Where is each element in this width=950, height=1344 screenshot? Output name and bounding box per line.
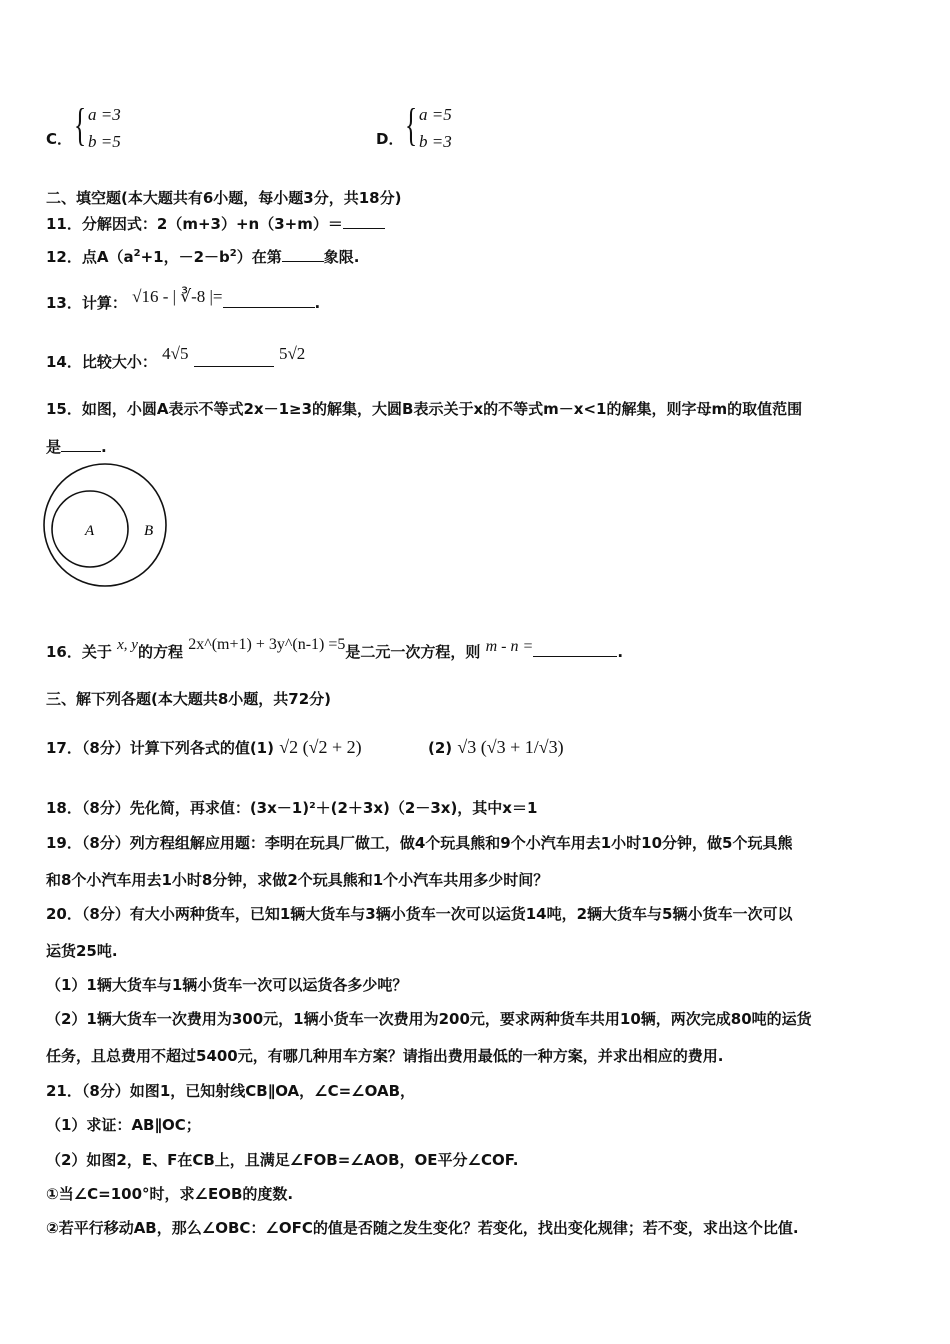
circle-diagram: [40, 460, 172, 592]
q14-answer-blank: [194, 352, 274, 367]
q18-text: （8分）先化简，再求值：(3x－1)²＋(2＋3x)（2－3x)，其中x＝1: [81, 799, 538, 817]
q11-number: 11．: [46, 215, 82, 233]
option-c-eq1: a =3: [88, 105, 121, 124]
q12-post: ）在第: [236, 248, 282, 266]
question-12: [46, 246, 359, 267]
question-17: [46, 737, 362, 758]
question-13: [46, 287, 321, 313]
option-c-brace: {: [74, 99, 87, 150]
q13-expression: √16 - | ∛-8 |=: [132, 287, 223, 306]
q15-end: .: [101, 438, 107, 456]
q18-number: 18．: [46, 799, 82, 817]
q12-answer-blank: [282, 247, 324, 262]
q13-number: 13．: [46, 294, 82, 312]
option-d-brace: {: [405, 99, 418, 150]
q20-text-line1: （8分）有大小两种货车，已知1辆大货车与3辆小货车一次可以运货14吨，2辆大货车与5辆小货车一次可以: [81, 905, 793, 923]
question-19-line1: [46, 832, 792, 853]
question-17-part2: [428, 737, 564, 758]
option-d-eq2: b =3: [419, 132, 452, 151]
q15-text-line1: 如图，小圆A表示不等式2x－1≥3的解集，大圆B表示关于x的不等式m－x<1的解集，则字母m的取值范围: [81, 400, 803, 418]
q12-mid: +1，－2－b: [140, 248, 230, 266]
q12-sup2: 2: [229, 248, 237, 259]
q21-sub2: （2）如图2，E、F在CB上，且满足∠FOB=∠AOB，OE平分∠COF.: [46, 1151, 519, 1169]
q16-end: .: [617, 643, 624, 661]
question-15-line2: [46, 436, 107, 457]
option-c-label: C．: [46, 130, 73, 148]
option-c-system: [88, 101, 121, 155]
option-c-eq2: b =5: [88, 132, 121, 151]
question-15-line1: [46, 398, 802, 419]
question-20-line1: [46, 903, 792, 924]
q14-left-expr: 4√5: [162, 344, 189, 363]
option-d-label: D．: [376, 130, 404, 148]
option-d-system: [419, 101, 452, 155]
question-16: [46, 636, 624, 662]
q16-expression: m - n =: [485, 638, 534, 655]
q17-text: （8分）计算下列各式的值(1): [81, 739, 274, 757]
q17-number: 17．: [46, 739, 82, 757]
q15-answer-blank: [61, 437, 101, 452]
q21-sub1: （1）求证：AB∥OC；: [46, 1116, 201, 1134]
circle-a-label: A: [85, 523, 95, 539]
q13-end: .: [314, 294, 321, 312]
q17-expr1: √2 (√2 + 2): [279, 737, 362, 757]
q21-sub2-1: ①当∠C=100°时，求∠EOB的度数.: [46, 1185, 294, 1203]
question-21: [46, 1080, 415, 1101]
q15-text-line2: 是: [46, 438, 62, 456]
q20-sub2-line2: 任务，且总费用不超过5400元，有哪几种用车方案？请指出费用最低的一种方案，并求出相应的费用.: [46, 1047, 724, 1065]
question-11: [46, 213, 385, 234]
q16-answer-blank: [533, 642, 617, 657]
q16-p1: 关于: [81, 643, 112, 661]
section-2-title: 二、填空题(本大题共有6小题，每小题3分，共18分): [46, 189, 402, 207]
q19-text-line1: （8分）列方程组解应用题：李明在玩具厂做工，做4个玩具熊和9个小汽车用去1小时10分钟，做5个玩具熊: [81, 834, 793, 852]
q14-label: 比较大小：: [81, 353, 157, 371]
q13-answer-blank: [223, 293, 315, 308]
question-14: [46, 344, 306, 372]
q19-text-line2: 和8个小汽车用去1小时8分钟，求做2个玩具熊和1个小汽车共用多少时间？: [46, 871, 549, 889]
q16-p3: 是二元一次方程，则: [345, 643, 481, 661]
q16-equation: 2x^(m+1) + 3y^(n-1) =5: [188, 636, 346, 653]
q12-number: 12．: [46, 248, 82, 266]
q12-sup1: 2: [133, 248, 141, 259]
q15-number: 15．: [46, 400, 82, 418]
q14-number: 14．: [46, 353, 82, 371]
q12-pre: 点A（a: [81, 248, 134, 266]
q14-right-expr: 5√2: [278, 344, 306, 363]
section-3-title: 三、解下列各题(本大题共8小题，共72分): [46, 690, 332, 708]
q13-label: 计算：: [81, 294, 127, 312]
q20-sub2-line1: （2）1辆大货车一次费用为300元，1辆小货车一次费用为200元，要求两种货车共用10辆，两次完成80吨的运货: [46, 1010, 812, 1028]
q21-text-line1: （8分）如图1，已知射线CB∥OA，∠C=∠OAB，: [81, 1082, 416, 1100]
circle-b-label: B: [144, 523, 154, 539]
option-d-eq1: a =5: [419, 105, 452, 124]
q20-sub1: （1）1辆大货车与1辆小货车一次可以运货各多少吨？: [46, 976, 408, 994]
q16-p2: 的方程: [137, 643, 183, 661]
q12-end: 象限.: [323, 248, 360, 266]
q11-text: 分解因式：2（m+3）+n（3+m）＝: [81, 215, 343, 233]
q17-expr2: √3 (√3 + 1/√3): [457, 737, 564, 757]
question-18: [46, 797, 537, 818]
q20-text-line2: 运货25吨.: [46, 942, 118, 960]
q17-part2-label: (2): [428, 739, 453, 757]
q21-sub2-2: ②若平行移动AB，那么∠OBC：∠OFC的值是否随之发生变化？若变化，找出变化规律；若不变，求出这个比值.: [46, 1219, 799, 1237]
q16-vars: x, y: [117, 637, 138, 653]
q20-number: 20．: [46, 905, 82, 923]
q11-answer-blank: [343, 214, 385, 229]
q21-number: 21．: [46, 1082, 82, 1100]
q19-number: 19．: [46, 834, 82, 852]
q16-number: 16．: [46, 643, 82, 661]
